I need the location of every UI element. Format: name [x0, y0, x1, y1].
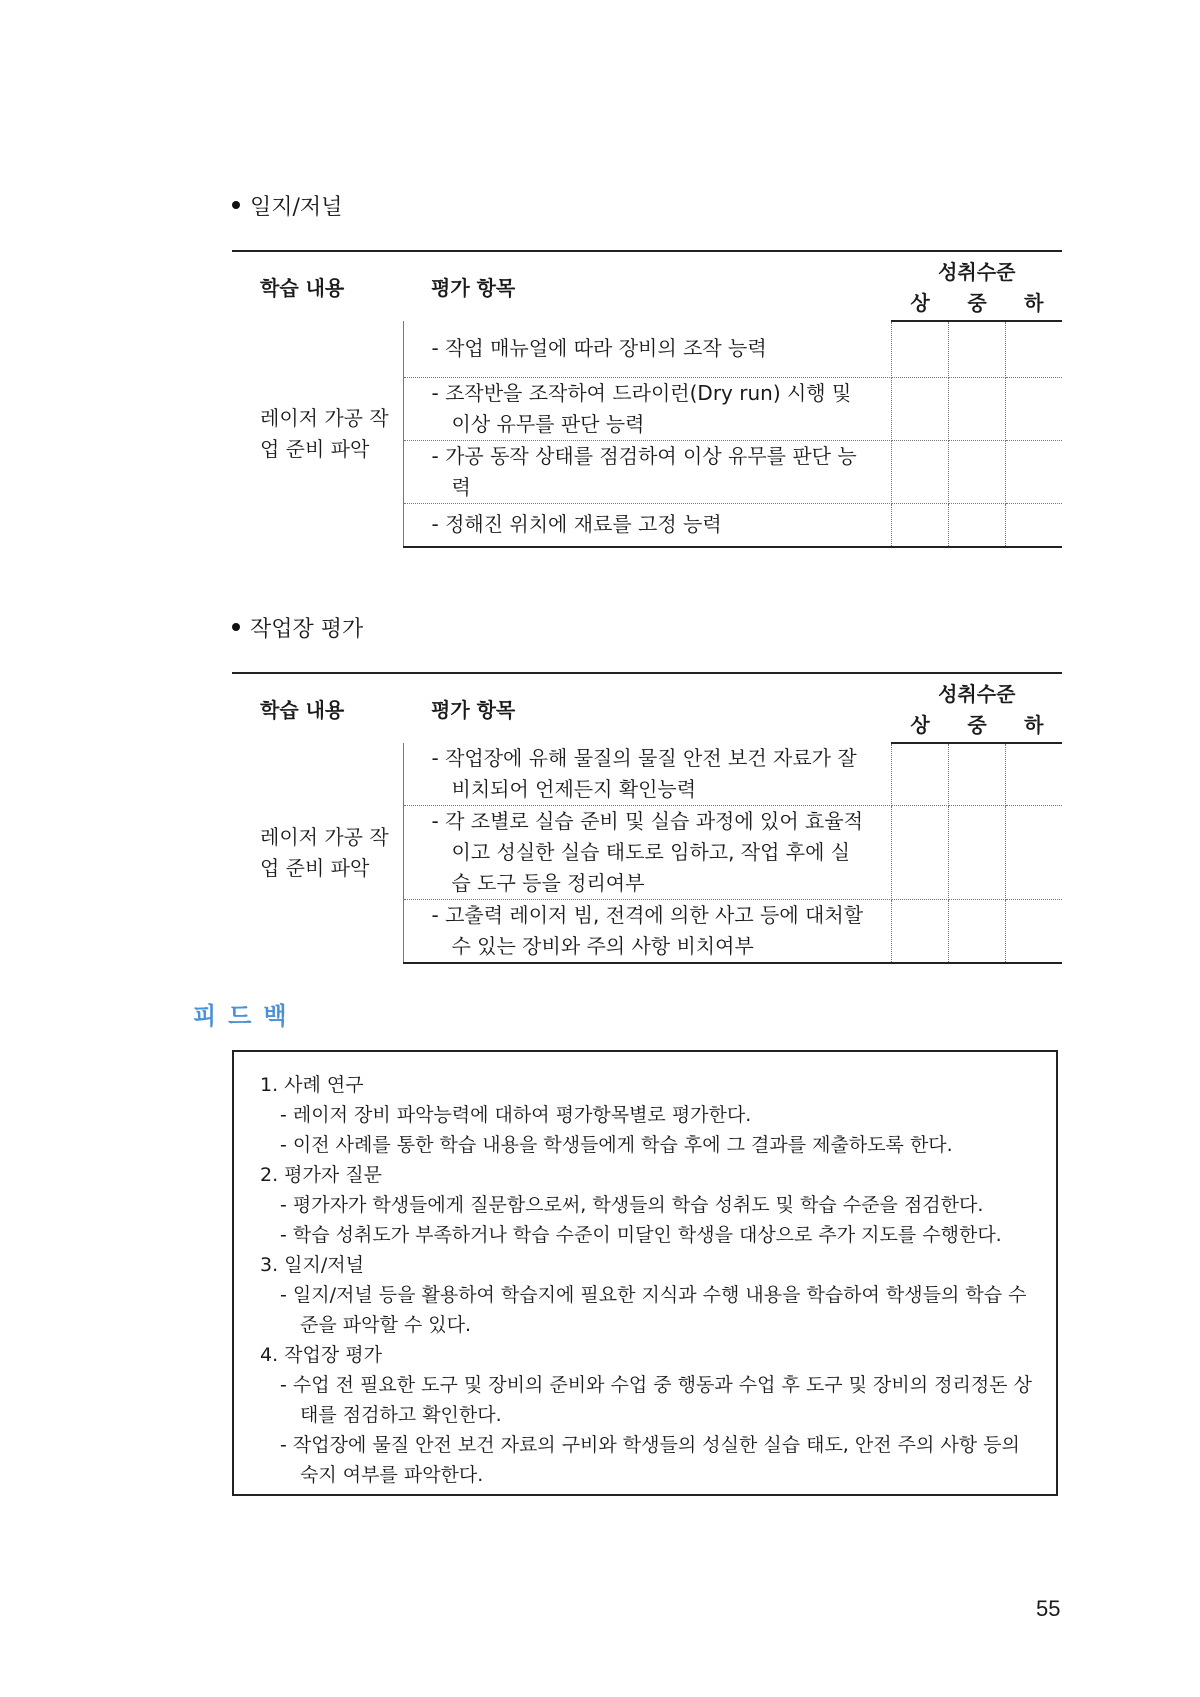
feedback-section-title: 3. 일지/저널	[260, 1254, 364, 1276]
header-content: 학습 내용	[232, 673, 403, 743]
level-cell[interactable]	[1006, 900, 1063, 964]
content-cell: 레이저 가공 작업 준비 파악	[232, 321, 403, 547]
level-cell[interactable]	[892, 321, 949, 377]
item-cell	[403, 743, 892, 806]
level-cell[interactable]	[892, 503, 949, 547]
level-cell[interactable]	[1006, 321, 1063, 377]
level-cell[interactable]	[949, 377, 1006, 440]
header-item: 평가 항목	[403, 673, 892, 743]
feedback-line: - 이전 사례를 통한 학습 내용을 학생들에게 학습 후에 그 결과를 제출하도록 한다.	[280, 1134, 953, 1156]
header-level: 성취수준	[892, 251, 1063, 286]
feedback-line: - 학습 성취도가 부족하거나 학습 수준이 미달인 학생을 대상으로 추가 지도를 수행한다.	[280, 1224, 1002, 1246]
header-level-high: 상	[892, 708, 949, 743]
level-cell[interactable]	[1006, 377, 1063, 440]
feedback-line: - 레이저 장비 파악능력에 대하여 평가항목별로 평가한다.	[280, 1104, 752, 1126]
level-cell[interactable]	[892, 743, 949, 806]
level-cell[interactable]	[1006, 806, 1063, 900]
item-text: - 작업장에 유해 물질의 물질 안전 보건 자료가 잘 비치되어 언제든지 확인능력	[431, 746, 857, 801]
level-cell[interactable]	[949, 900, 1006, 964]
section-title-workplace	[232, 612, 363, 643]
section-title-text: 작업장 평가	[250, 617, 364, 642]
level-cell[interactable]	[1006, 440, 1063, 503]
level-cell[interactable]	[949, 743, 1006, 806]
item-text: - 고출력 레이저 빔, 전격에 의한 사고 등에 대처할 수 있는 장비와 주의 사항 비치여부	[431, 903, 864, 958]
section-title-journal	[232, 190, 342, 221]
level-cell[interactable]	[949, 321, 1006, 377]
bullet-icon	[232, 201, 240, 209]
content-cell: 레이저 가공 작업 준비 파악	[232, 743, 403, 963]
level-cell[interactable]	[949, 503, 1006, 547]
item-cell	[403, 503, 892, 547]
header-level-high: 상	[892, 286, 949, 321]
item-text: - 조작반을 조작하여 드라이런(Dry run) 시행 및 이상 유무를 판단 능력	[431, 380, 852, 436]
feedback-line: - 수업 전 필요한 도구 및 장비의 준비와 수업 중 행동과 수업 후 도구 및 장비의 정리정돈 상태를 점검하고 확인한다.	[280, 1374, 1032, 1426]
level-cell[interactable]	[949, 440, 1006, 503]
evaluation-table-journal	[232, 250, 1062, 548]
item-cell	[403, 900, 892, 964]
header-item: 평가 항목	[403, 251, 892, 321]
feedback-line: - 작업장에 물질 안전 보건 자료의 구비와 학생들의 성실한 실습 태도, 안전 주의 사항 등의 숙지 여부를 파악한다.	[280, 1434, 1020, 1486]
feedback-section-title: 2. 평가자 질문	[260, 1164, 382, 1186]
header-level-low: 하	[1006, 286, 1063, 321]
level-cell[interactable]	[892, 900, 949, 964]
item-cell	[403, 321, 892, 377]
item-text: - 가공 동작 상태를 점검하여 이상 유무를 판단 능력	[431, 443, 857, 499]
item-cell	[403, 377, 892, 440]
feedback-heading: 피드백	[193, 1002, 299, 1030]
level-cell[interactable]	[949, 806, 1006, 900]
level-cell[interactable]	[892, 806, 949, 900]
page-number: 55	[1036, 1596, 1061, 1621]
bullet-icon	[232, 623, 240, 631]
header-level-mid: 중	[949, 708, 1006, 743]
header-level-low: 하	[1006, 708, 1063, 743]
item-text: - 정해진 위치에 재료를 고정 능력	[431, 512, 722, 537]
item-cell	[403, 806, 892, 900]
feedback-line: - 일지/저널 등을 활용하여 학습지에 필요한 지식과 수행 내용을 학습하여 학생들의 학습 수준을 파악할 수 있다.	[280, 1284, 1027, 1336]
item-text: - 각 조별로 실습 준비 및 실습 과정에 있어 효율적이고 성실한 실습 태도로 임하고, 작업 후에 실습 도구 등을 정리여부	[431, 809, 864, 895]
item-cell	[403, 440, 892, 503]
evaluation-table-workplace	[232, 672, 1062, 964]
feedback-section-title: 4. 작업장 평가	[260, 1344, 382, 1366]
header-level-mid: 중	[949, 286, 1006, 321]
level-cell[interactable]	[1006, 743, 1063, 806]
level-cell[interactable]	[1006, 503, 1063, 547]
header-level: 성취수준	[892, 673, 1063, 708]
feedback-line: - 평가자가 학생들에게 질문함으로써, 학생들의 학습 성취도 및 학습 수준을 점검한다.	[280, 1194, 984, 1216]
section-title-text: 일지/저널	[250, 195, 343, 220]
item-text: - 작업 매뉴얼에 따라 장비의 조작 능력	[431, 336, 767, 361]
feedback-box	[232, 1050, 1058, 1496]
feedback-section-title: 1. 사례 연구	[260, 1074, 364, 1096]
header-content: 학습 내용	[232, 251, 403, 321]
level-cell[interactable]	[892, 377, 949, 440]
level-cell[interactable]	[892, 440, 949, 503]
